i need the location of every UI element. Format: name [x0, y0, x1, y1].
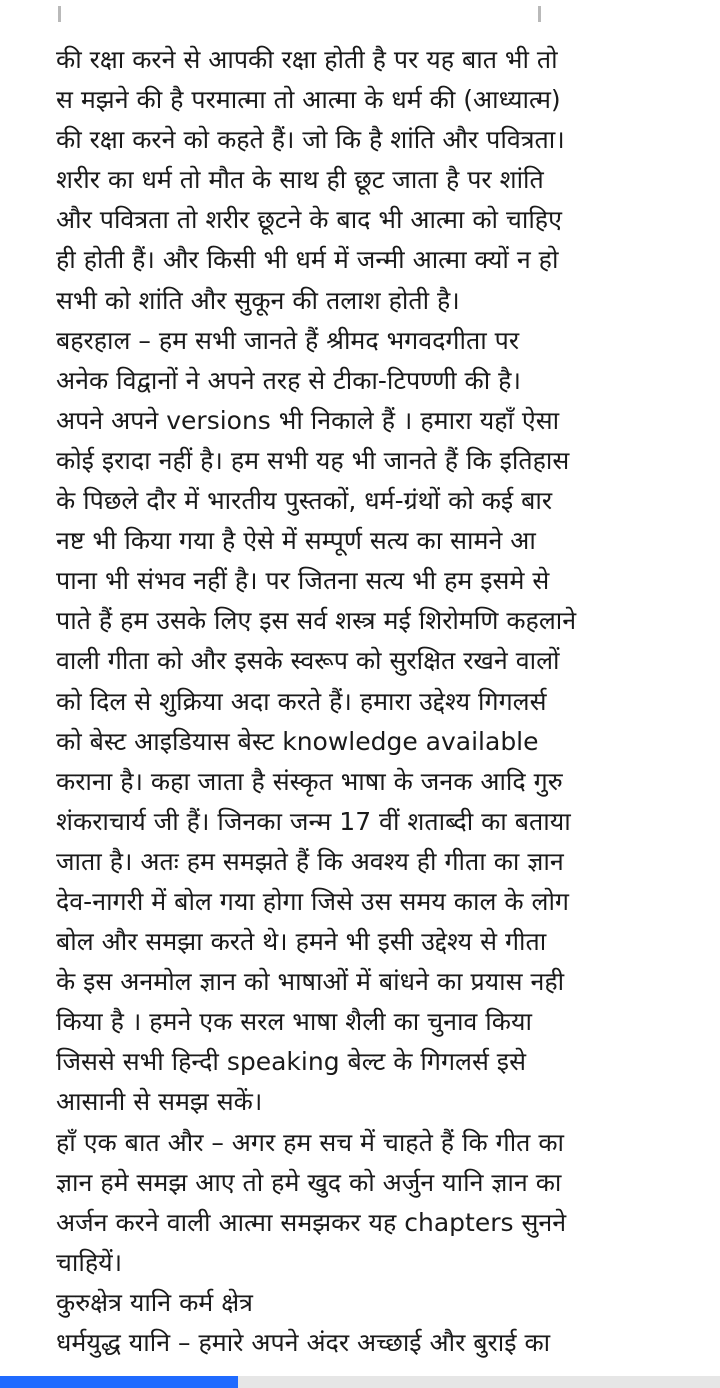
text-line: बोल और समझा करते थे। हमने भी इसी उद्देश्य से गीता [56, 927, 547, 957]
text-line: चाहियें। [56, 1247, 123, 1277]
text-line: और पवित्रता तो शरीर छूटने के बाद भी आत्मा को चाहिए [56, 205, 562, 235]
text-line: सभी को शांति और सुकून की तलाश होती है। [56, 285, 460, 315]
text-line: के इस अनमोल ज्ञान को भाषाओं में बांधने का प्रयास नही [56, 967, 565, 997]
text-line: की रक्षा करने को कहते हैं। जो कि है शांति और पवित्रता। [56, 125, 565, 155]
text-line: किया है । हमने एक सरल भाषा शैली का चुनाव किया [56, 1007, 532, 1037]
text-line: के पिछले दौर में भारतीय पुस्तकों, धर्म-ग्रंथों को कई बार [56, 486, 553, 516]
text-line: ज्ञान हमे समझ आए तो हमे खुद को अर्जुन यानि ज्ञान का [56, 1167, 562, 1197]
top-edge-mark-right [538, 6, 541, 22]
text-line: को बेस्ट आइडियास बेस्ट knowledge available [56, 726, 539, 756]
text-line: हाँ एक बात और – अगर हम सच में चाहते हैं कि गीत का [56, 1127, 565, 1157]
reading-progress-fill [0, 1376, 238, 1388]
text-line: वाली गीता को और इसके स्वरूप को सुरक्षित रखने वालों [56, 646, 560, 676]
text-line: अनेक विद्वानों ने अपने तरह से टीका-टिपण्णी की है। [56, 365, 521, 395]
text-line: कराना है। कहा जाता है संस्कृत भाषा के जनक आदि गुरु [56, 766, 563, 796]
text-line: नष्ट भी किया गया है ऐसे में सम्पूर्ण सत्य का सामने आ [56, 526, 536, 556]
text-line: देव-नागरी में बोल गया होगा जिसे उस समय काल के लोग [56, 886, 569, 916]
text-line: पाते हैं हम उसके लिए इस सर्व शस्त्र मई शिरोमणि कहलाने [56, 606, 577, 636]
text-line: कोई इरादा नहीं है। हम सभी यह भी जानते हैं कि इतिहास [56, 445, 570, 475]
text-line: को दिल से शुक्रिया अदा करते हैं। हमारा उद्देश्य गिगलर्स [56, 686, 547, 716]
text-line: धर्मयुद्ध यानि – हमारे अपने अंदर अच्छाई और बुराई का [56, 1328, 551, 1357]
reading-progress-track [0, 1376, 720, 1388]
text-line: आसानी से समझ सकें। [56, 1087, 263, 1117]
article-text [56, 40, 716, 1363]
text-line: बहरहाल – हम सभी जानते हैं श्रीमद भगवदगीता पर [56, 325, 520, 355]
top-edge-mark-left [58, 6, 61, 22]
text-line: ही होती हैं। और किसी भी धर्म में जन्मी आत्मा क्यों न हो [56, 245, 559, 275]
text-line: पाना भी संभव नहीं है। पर जितना सत्य भी हम इसमे से [56, 566, 550, 596]
text-line: जिससे सभी हिन्दी speaking बेल्ट के गिगलर्स इसे [56, 1047, 526, 1077]
text-line: शंकराचार्य जी हैं। जिनका जन्म 17 वीं शताब्दी का बताया [56, 806, 571, 836]
text-line: की रक्षा करने से आपकी रक्षा होती है पर यह बात भी तो [56, 45, 558, 74]
text-line: स मझने की है परमात्मा तो आत्मा के धर्म की (आध्यात्म) [56, 85, 561, 115]
text-line: शरीर का धर्म तो मौत के साथ ही छूट जाता है पर शांति [56, 165, 544, 195]
text-line: अपने अपने versions भी निकाले हैं । हमारा यहाँ ऐसा [56, 405, 560, 435]
text-line: अर्जन करने वाली आत्मा समझकर यह chapters सुनने [56, 1207, 567, 1237]
top-edge-marks [0, 0, 720, 26]
text-line: कुरुक्षेत्र यानि कर्म क्षेत्र [56, 1287, 253, 1317]
text-line: जाता है। अतः हम समझते हैं कि अवश्य ही गीता का ज्ञान [56, 846, 564, 876]
